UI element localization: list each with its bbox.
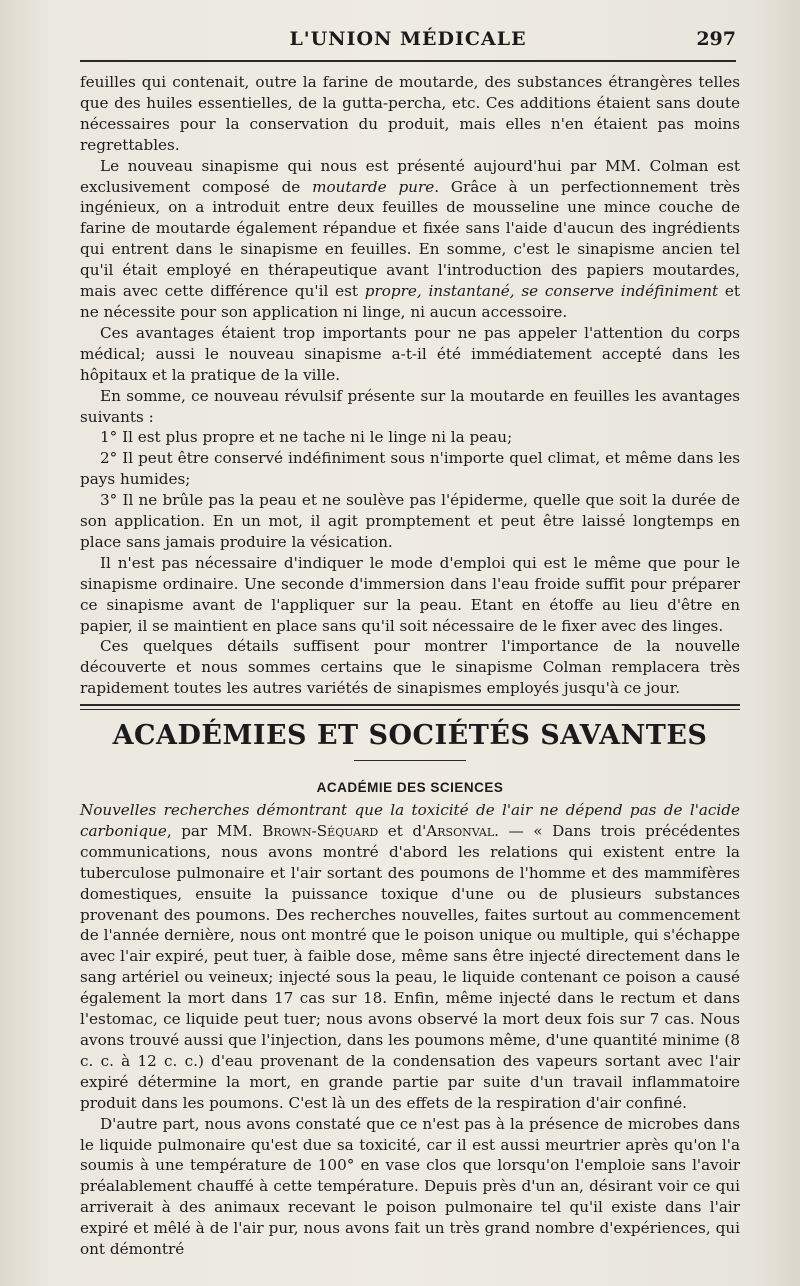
paragraph: En somme, ce nouveau révulsif présente sur la moutarde en feuilles les avantages suivants : bbox=[80, 386, 740, 426]
header-rule bbox=[80, 60, 736, 62]
text-run: et ne nécessite pour son application ni linge, ni aucun accessoire. bbox=[80, 282, 740, 321]
paragraph: feuilles qui contenait, outre la farine de moutarde, des substances étrangères telles que des huiles essentielles, de la gutta-percha, etc. Ces additions étaient sans doute nécessaires pour la conservation du produit, mais elles n'en étaient pas moins regrettables. bbox=[80, 73, 740, 154]
list-item: 3° Il ne brûle pas la peau et ne soulève pas l'épiderme, quelle que soit la durée de son application. En un mot, il agit promptement et peut être laissé longtemps en place sans jamais produire la vésication. bbox=[80, 491, 740, 551]
sinapism-article bbox=[80, 72, 740, 699]
text-run: . — « Dans trois précédentes communications, nous avons montré d'abord les relations qui existent entre la tuberculose pulmonaire et l'air sortant des poumons de l'homme et des mammifères domestiques, ensuite la puissance toxique d'une ou de plusieurs substances provenant des poumons. Des recherches nouvelles, faites surtout au commencement de l'année dernière, nous ont montré que le poison unique ou multiple, qui s'échappe avec l'air expiré, peut tuer, à faible dose, même sans être injecté directement dans le sang artériel ou veineux; injecté sous la peau, le liquide contenant ce poison a causé également la mort dans 17 cas sur 18. Enfin, même injecté dans le rectum et dans l'estomac, ce liquide peut tuer; nous avons observé la mort deux fois sur 7 cas. Nous avons trouvé aussi que l'injection, dans les poumons même, d'une quantité minime (8 c. c. à 12 c. c.) d'eau provenant de la condensation des vapeurs sortant avec l'air expiré détermine la mort, en grande partie par suite d'un travail inflammatoire produit dans les poumons. C'est là un des effets de la respiration d'air confiné. bbox=[80, 821, 740, 1112]
author-name: Arsonval bbox=[426, 821, 495, 840]
running-title: L'UNION MÉDICALE bbox=[289, 28, 527, 50]
paragraph: Il n'est pas nécessaire d'indiquer le mode d'emploi qui est le même que pour le sinapisme ordinaire. Une seconde d'immersion dans l'eau froide suffit pour préparer ce sinapisme avant de l'appliquer sur la peau. Etant en étoffe au lieu d'être en papier, il se maintient en place sans qu'il soit nécessaire de le fixer avec des linges. bbox=[80, 553, 740, 635]
text-run: , par MM. bbox=[166, 821, 263, 840]
author-name: Brown-Séquard bbox=[262, 821, 379, 840]
paragraph bbox=[80, 156, 740, 323]
paragraph: Ces avantages étaient trop importants pour ne pas appeler l'attention du corps médical; aussi le nouveau sinapisme a-t-il été immédiatement accepté dans les hôpitaux et la pratique de la ville. bbox=[80, 323, 740, 384]
paragraph: Ces quelques détails suffisent pour montrer l'importance de la nouvelle découverte et nous sommes certains que le sinapisme Colman remplacera très rapidement toutes les autres variétés de sinapismes employés jusqu'à ce jour. bbox=[80, 637, 740, 698]
italic-text: moutarde pure bbox=[312, 177, 435, 196]
paragraph bbox=[80, 800, 740, 1114]
heading-underline bbox=[354, 760, 466, 761]
text-run: . Grâce à un perfectionnement très ingénieux, on a introduit entre deux feuilles de mousseline une mince couche de farine de moutarde également répandue et fixée sans l'aide d'aucun des ingrédients qui entrent dans le sinapisme en feuilles. En somme, c'est le sinapisme ancien tel qu'il était employé en thérapeutique avant l'introduction des papiers moutardes, mais avec cette différence qu'il est bbox=[80, 177, 740, 301]
text-run: et d' bbox=[378, 821, 427, 840]
italic-text: Nouvelles recherches démontrant que la toxicité de l'air ne dépend pas de l'acide carbonique bbox=[80, 801, 740, 840]
academy-report bbox=[80, 800, 740, 1260]
paragraph: D'autre part, nous avons constaté que ce n'est pas à la présence de microbes dans le liquide pulmonaire qu'est due sa toxicité, car il est aussi meurtrier après qu'on l'a soumis à une température de 100° en vase clos que lorsqu'on l'emploie sans l'avoir préalablement chauffé à cette température. Depuis près d'un an, désirant voir ce qui arriverait à des animaux recevant le poison pulmonaire tel qu'il existe dans l'air expiré et mêlé à de l'air pur, nous avons fait un très grand nombre d'expériences, qui ont démontré bbox=[80, 1114, 740, 1259]
section-heading: ACADÉMIES ET SOCIÉTÉS SAVANTES bbox=[112, 720, 708, 751]
page-header bbox=[80, 28, 736, 56]
italic-text: propre, instantané, se conserve indéfiniment bbox=[364, 282, 719, 301]
list-item: 2° Il peut être conservé indéfiniment sous n'importe quel climat, et même dans les pays humides; bbox=[80, 449, 740, 489]
page-number: 297 bbox=[696, 28, 736, 50]
text-run: Le nouveau sinapisme qui nous est présenté aujourd'hui par MM. Colman est exclusivement composé de bbox=[80, 156, 740, 196]
list-item: 1° Il est plus propre et ne tache ni le linge ni la peau; bbox=[100, 428, 513, 447]
section-divider bbox=[80, 704, 740, 710]
subsection-heading: ACADÉMIE DES SCIENCES bbox=[316, 780, 504, 795]
